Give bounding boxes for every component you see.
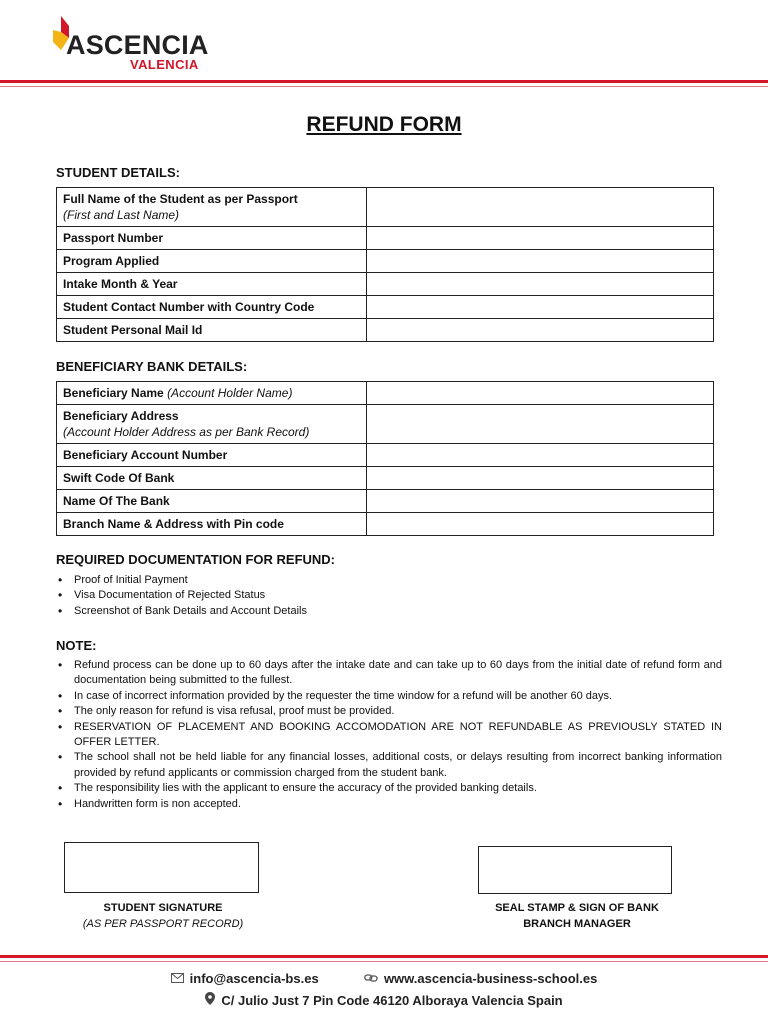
table-row [57,444,714,467]
list-item: • Refund process can be done up to 60 days after the intake date and can take up to 60 days from the initial date of refund form and documentation being submitted to the fullest. [56,658,722,689]
bank-details-table [56,381,714,536]
page-title: REFUND FORM [306,113,462,136]
location-pin-icon [205,992,215,1008]
footer-website[interactable]: www.ascencia-business-school.es [383,971,598,986]
link-icon [364,971,378,986]
row-label: Branch Name & Address with Pin code [57,513,367,536]
row-label: Name Of The Bank [57,490,367,513]
table-row [57,188,714,227]
bank-seal-box[interactable] [478,846,672,894]
table-row [57,490,714,513]
swift-code-field[interactable] [367,467,714,490]
footer-contacts [0,971,768,986]
row-label: Intake Month & Year [57,273,367,296]
row-label: Student Contact Number with Country Code [57,296,367,319]
intake-field[interactable] [367,273,714,296]
table-row [57,467,714,490]
personal-mail-field[interactable] [367,319,714,342]
list-item: • The responsibility lies with the applicant to ensure the accuracy of the provided banking details. [56,781,722,796]
brand-logo [52,16,222,76]
list-item: • Screenshot of Bank Details and Account Details [56,604,722,619]
passport-number-field[interactable] [367,227,714,250]
table-row [57,296,714,319]
beneficiary-name-field[interactable] [367,382,714,405]
student-details-table [56,187,714,342]
list-item: • Handwritten form is non accepted. [56,797,722,812]
footer-rule [0,955,768,958]
student-details-heading: STUDENT DETAILS: [56,165,180,180]
label-sub: (Account Holder Address as per Bank Record) [63,425,310,439]
note-list [56,658,722,812]
docs-heading: REQUIRED DOCUMENTATION FOR REFUND: [56,552,336,567]
contact-number-field[interactable] [367,296,714,319]
list-item: • The school shall not be held liable for any financial losses, additional costs, or delays resulting from incorrect banking information provided by refund applicants or commission charged from the student bank. [56,750,722,781]
account-number-field[interactable] [367,444,714,467]
row-label: Beneficiary Account Number [57,444,367,467]
footer-address: C/ Julio Just 7 Pin Code 46120 Alboraya Valencia Spain [221,993,563,1008]
student-signature-sub: (AS PER PASSPORT RECORD) [82,918,244,930]
label-sub: (Account Holder Name) [167,386,293,400]
list-item: • RESERVATION OF PLACEMENT AND BOOKING ACCOMODATION ARE NOT REFUNDABLE AS PREVIOUSLY STATED IN OFFER LETTER. [56,720,722,751]
row-label [57,382,367,405]
table-row [57,319,714,342]
table-row [57,405,714,444]
list-item: • In case of incorrect information provided by the requester the time window for a refund will be another 60 days. [56,689,722,704]
branch-address-field[interactable] [367,513,714,536]
bank-seal-title: SEAL STAMP & SIGN OF BANK [495,902,659,914]
student-signature-box[interactable] [64,842,259,893]
bank-seal-label [466,900,688,932]
table-row [57,273,714,296]
full-name-field[interactable] [367,188,714,227]
docs-list [56,573,722,619]
list-item: • Visa Documentation of Rejected Status [56,588,722,603]
row-label: Passport Number [57,227,367,250]
mail-icon [171,971,184,986]
brand-name: ASCENCIA [66,30,209,60]
row-label: Student Personal Mail Id [57,319,367,342]
footer-rule-thin [0,961,768,962]
student-signature-title: STUDENT SIGNATURE [103,902,223,914]
program-applied-field[interactable] [367,250,714,273]
row-label: Program Applied [57,250,367,273]
label-text: Beneficiary Address [63,409,179,423]
list-item: • The only reason for refund is visa refusal, proof must be provided. [56,704,722,719]
row-label [57,188,367,227]
row-label: Swift Code Of Bank [57,467,367,490]
table-row [57,382,714,405]
table-row [57,250,714,273]
table-row [57,227,714,250]
header-rule-thin [0,86,768,87]
bank-seal-sub: BRANCH MANAGER [523,918,631,930]
bank-details-heading: BENEFICIARY BANK DETAILS: [56,359,248,374]
brand-sub: VALENCIA [130,57,199,72]
table-row [57,513,714,536]
note-heading: NOTE: [56,638,97,653]
footer-email[interactable]: info@ascencia-bs.es [189,971,319,986]
header-rule [0,80,768,83]
footer-address-line [0,992,768,1008]
label-text: Beneficiary Name [63,386,164,400]
list-item: • Proof of Initial Payment [56,573,722,588]
label-text: Full Name of the Student as per Passport [63,192,298,206]
student-signature-label [56,900,270,932]
bank-name-field[interactable] [367,490,714,513]
row-label [57,405,367,444]
label-sub: (First and Last Name) [63,208,180,222]
beneficiary-address-field[interactable] [367,405,714,444]
